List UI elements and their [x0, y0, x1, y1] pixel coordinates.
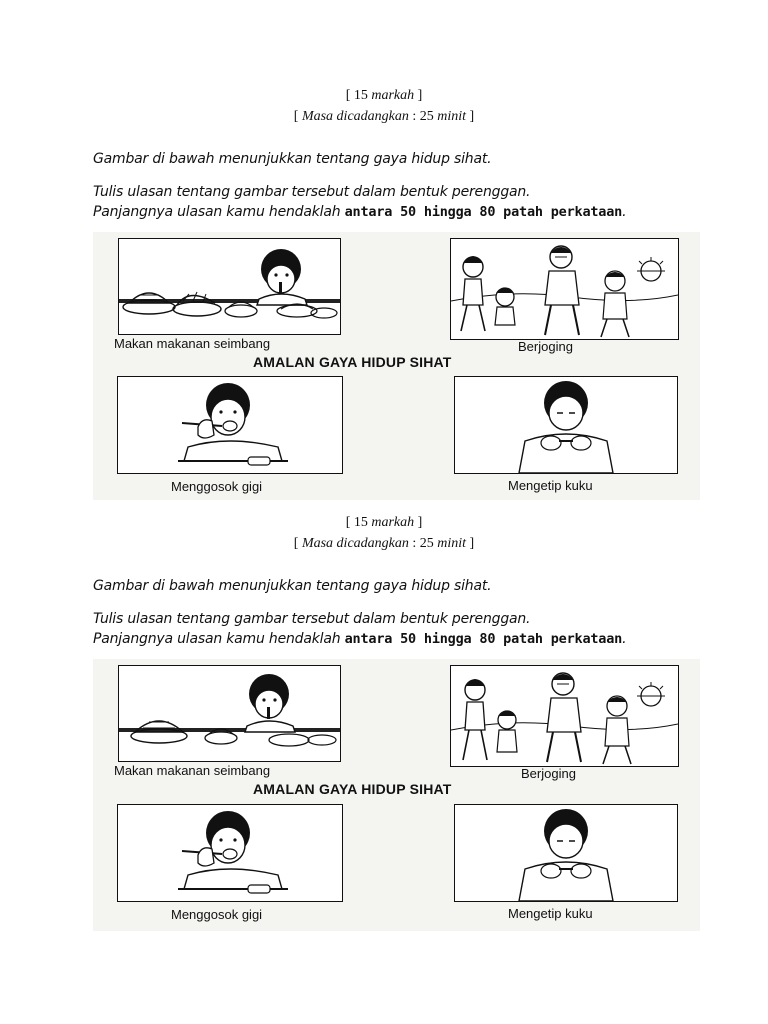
healthy-lifestyle-figure: [93, 232, 700, 500]
word-count-requirement: antara 50 hingga 80 patah perkataan: [344, 631, 623, 647]
caption-brushing: Menggosok gigi: [171, 907, 263, 922]
caption-jogging: Berjoging: [521, 766, 576, 781]
time-label: Masa dicadangkan: [301, 536, 409, 551]
panel-jogging: [450, 665, 679, 767]
caption-eating: Makan makanan seimbang: [114, 336, 271, 351]
time-unit: minit: [437, 536, 467, 551]
caption-jogging: Berjoging: [518, 339, 573, 354]
marks-line: [0, 88, 768, 104]
time-prefix: [: [293, 536, 302, 551]
time-suffix: ]: [466, 536, 475, 551]
marks-word: markah: [371, 515, 415, 530]
instruction-line-3-text: Panjangnya ulasan kamu hendaklah: [93, 204, 345, 220]
caption-eating: Makan makanan seimbang: [114, 763, 271, 778]
time-line: [0, 536, 768, 552]
eating-illustration: [119, 239, 340, 334]
caption-nails: Mengetip kuku: [508, 906, 593, 921]
instruction-line-2: Tulis ulasan tentang gambar tersebut dalam bentuk perenggan.: [93, 184, 531, 200]
marks-suffix: ]: [414, 515, 423, 530]
word-count-requirement: antara 50 hingga 80 patah perkataan: [344, 204, 623, 220]
time-value: : 25: [408, 109, 438, 124]
time-label: Masa dicadangkan: [301, 109, 409, 124]
jogging-illustration: [451, 666, 678, 766]
instruction-line-3-text: Panjangnya ulasan kamu hendaklah: [93, 631, 345, 647]
jogging-illustration: [451, 239, 678, 339]
marks-suffix: ]: [414, 88, 423, 103]
instruction-line-2: Tulis ulasan tentang gambar tersebut dalam bentuk perenggan.: [93, 611, 531, 627]
caption-brushing: Menggosok gigi: [171, 479, 263, 494]
time-prefix: [: [293, 109, 302, 124]
panel-brushing: [117, 376, 343, 474]
panel-eating: [118, 238, 341, 335]
figure-banner: AMALAN GAYA HIDUP SIHAT: [253, 781, 452, 797]
marks-line: [0, 515, 768, 531]
time-line: [0, 109, 768, 125]
instruction-line-3-end: .: [622, 631, 627, 647]
panel-brushing: [117, 804, 343, 902]
brushing-illustration: [118, 377, 342, 473]
panel-nails: [454, 804, 678, 902]
instruction-line-3-end: .: [622, 204, 627, 220]
time-unit: minit: [437, 109, 467, 124]
eating-illustration: [119, 666, 340, 761]
panel-jogging: [450, 238, 679, 340]
figure-banner: AMALAN GAYA HIDUP SIHAT: [253, 354, 452, 370]
instruction-line-3: [93, 204, 626, 220]
marks-prefix: [ 15: [345, 515, 372, 530]
time-value: : 25: [408, 536, 438, 551]
panel-eating: [118, 665, 341, 762]
time-suffix: ]: [466, 109, 475, 124]
panel-nails: [454, 376, 678, 474]
brushing-illustration: [118, 805, 342, 901]
instruction-line-1: Gambar di bawah menunjukkan tentang gaya hidup sihat.: [93, 578, 492, 594]
question-section-2: [0, 509, 768, 1009]
healthy-lifestyle-figure: [93, 659, 700, 931]
marks-word: markah: [371, 88, 415, 103]
marks-prefix: [ 15: [345, 88, 372, 103]
nail-clipping-illustration: [455, 805, 677, 901]
instruction-line-1: Gambar di bawah menunjukkan tentang gaya hidup sihat.: [93, 151, 492, 167]
instruction-line-3: [93, 631, 626, 647]
caption-nails: Mengetip kuku: [508, 478, 593, 493]
question-section-1: [0, 82, 768, 582]
nail-clipping-illustration: [455, 377, 677, 473]
